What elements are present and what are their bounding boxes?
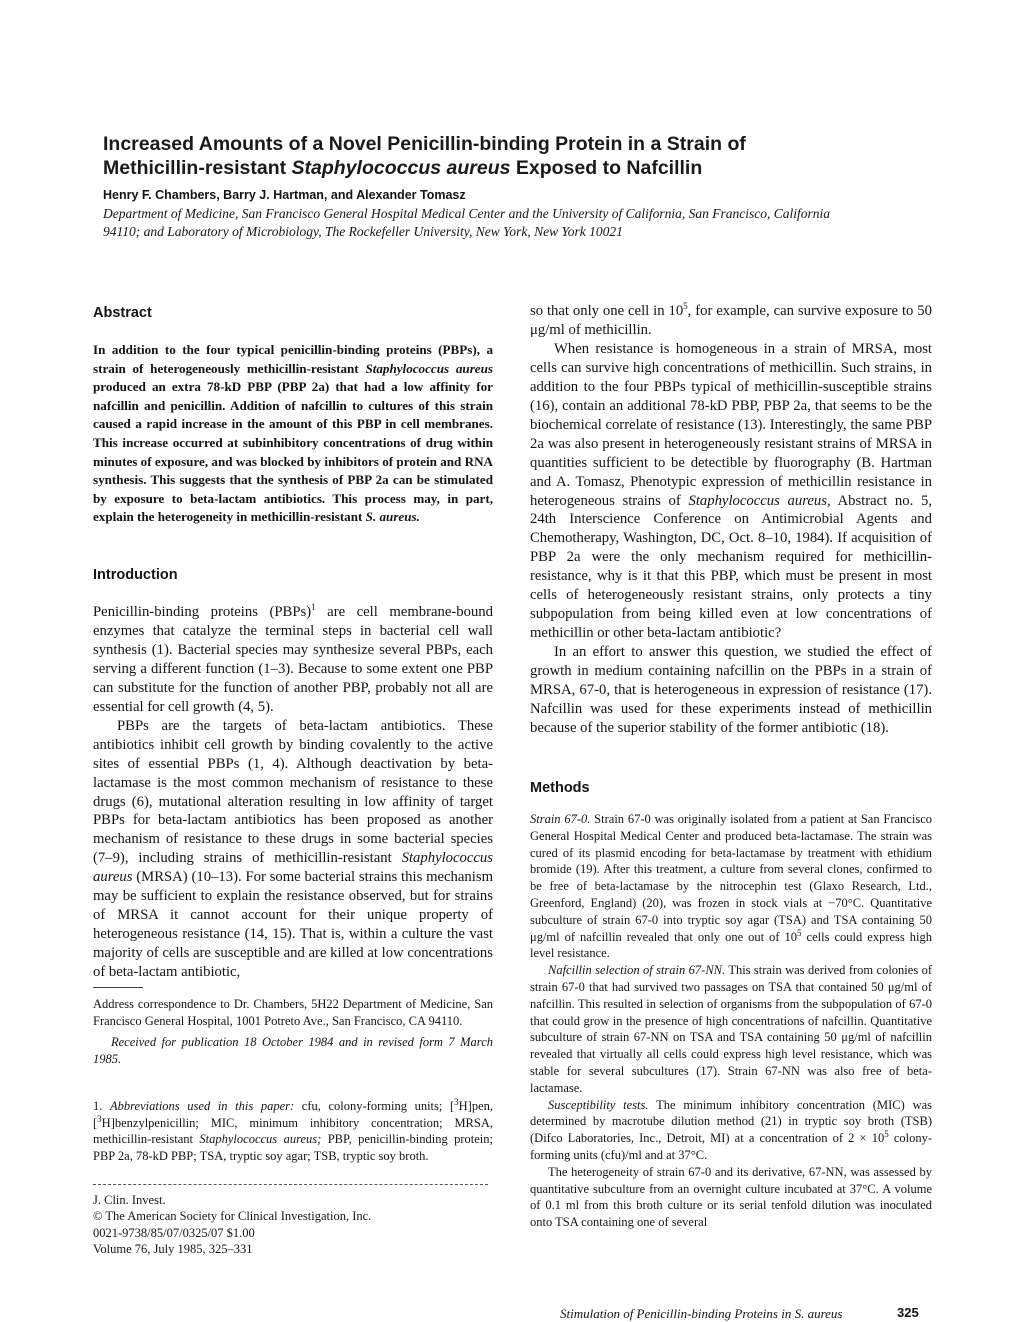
affiliation-line-2: 94110; and Laboratory of Microbiology, The Rockefeller University, New York, New York 10021 (103, 224, 623, 239)
rc-p0-b: , for example, can survive exposure to 50 μg/ml of methicillin. (530, 303, 932, 338)
methods-s2-a: This strain was derived from colonies of strain 67-0 that had survived two passages on TSA that contained 50 μg/ml of nafcillin. This resulted in selection of organisms from the subpopulation of 67-0 that could grow in the presence of high concentrations of nafcillin. Quantitative subculture of strain 67-NN on TSA and TSA containing 50 μg/ml of nafcillin revealed that virtually all cells could express high level resistance, which was stable for several subcultures (17). Strain 67-NN was also free of beta-lactamase. (530, 963, 932, 1095)
affiliation (103, 205, 933, 241)
intro-paragraph-1 (93, 603, 493, 717)
copyright: © The American Society for Clinical Investigation, Inc. (93, 1209, 372, 1224)
footnote-organism: Staphylococcus aureus; (199, 1132, 322, 1147)
rc-p0-a: so that only one cell in 10 (530, 303, 684, 319)
journal-name: J. Clin. Invest. (93, 1193, 166, 1207)
methods-s3-label: Susceptibility tests. (548, 1097, 649, 1112)
abstract-heading: Abstract (93, 305, 152, 321)
methods-heterogeneity: The heterogeneity of strain 67-0 and its derivative, 67-NN, was assessed by quantitative subculture from an overnight culture incubated at 37°C. A volume of 0.1 ml from this broth culture or its serial tenfold dilution was inoculated onto TSA containing one of several (530, 1164, 932, 1230)
abstract-organism-short: S. aureus. (365, 509, 420, 525)
methods-body (530, 811, 932, 1231)
article-title (103, 132, 923, 180)
intro-p2-b: (MRSA) (10–13). For some bacterial strains this mechanism may be sufficient to explain the resistance observed, but for strains of MRSA it cannot account for their unique property of heterogeneous resistance (14, 15). That is, within a culture the vast majority of cells are susceptible and are killed at low concentrations of beta-lactam antibiotic, (93, 869, 493, 981)
intro-p1-b: are cell membrane-bound enzymes that catalyze the terminal steps in bacterial cell wall synthesis (1). Bacterial species may synthesize several PBPs, each serving a different function (1–3). Because to some extent one PBP can substitute for the function of another PBP, probably not all are essential for cell growth (4, 5). (93, 604, 493, 715)
footnote-label: Abbreviations used in this paper: (110, 1099, 295, 1113)
received-dates (93, 1034, 493, 1067)
introduction-heading: Introduction (93, 567, 178, 583)
rc-p0-sup: 5 (683, 301, 688, 312)
received-dates-text: Received for publication 18 October 1984 and in revised form 7 March 1985. (93, 1035, 493, 1067)
footnote-text-a: cfu, colony-forming units; [ (294, 1099, 455, 1113)
abstract-text (93, 341, 493, 527)
authors: Henry F. Chambers, Barry J. Hartman, and Alexander Tomasz (103, 188, 466, 202)
intro-paragraph-3 (530, 340, 932, 643)
journal-rule (93, 1184, 488, 1185)
intro-p2-a: PBPs are the targets of beta-lactam antibiotics. These antibiotics inhibit cell growth by binding covalently to the active sites of essential PBPs (1, 4). Although deactivation by beta-lactamase is the most common mechanism of resistance to these drugs (6), mutational alteration resulting in low affinity of target PBPs for beta-lactam antibiotics has been proposed as another mechanism of resistance to these drugs in some bacterial species (7–9), including strains of methicillin-resistant (93, 717, 493, 867)
rc-p1-a: When resistance is homogeneous in a strain of MRSA, most cells can survive high concentrations of methicillin. Such strains, in addition to the four PBPs typical of methicillin-susceptible strains (16), contain an additional 78-kD PBP, PBP 2a, that seems to be the biochemical correlate of resistance (13). Interestingly, the same PBP 2a was also present in heterogeneously resistant strains of MRSA in quantities sufficient to be detectible by fluorography (B. Hartman and A. Tomasz, Phenotypic expression of methicillin resistance in heterogeneous strains of (530, 340, 932, 509)
abstract-text-b: produced an extra 78-kD PBP (PBP 2a) that had a low affinity for nafcillin and penicillin. Addition of nafcillin to cultures of this strain caused a rapid increase in the amount of this PBP in cell membranes. This increase occurred at subinhibitory concentrations of drug within minutes of exposure, and was blocked by inhibitors of protein and RNA synthesis. This suggests that the synthesis of PBP 2a can be stimulated by exposure to beta-lactam antibiotics. This process may, in part, explain the heterogeneity in methicillin-resistant (93, 379, 493, 525)
methods-s3-sup: 5 (884, 1128, 889, 1139)
intro-paragraph-2 (93, 717, 493, 982)
affiliation-line-1: Department of Medicine, San Francisco General Hospital Medical Center and the University of California, San Francisco, California (103, 206, 831, 221)
methods-strain-67-nn (530, 962, 932, 1096)
methods-susceptibility (530, 1097, 932, 1164)
journal-info (93, 1192, 371, 1258)
methods-s2-label: Nafcillin selection of strain 67-NN. (548, 963, 726, 978)
intro-organism: Staphylococcus aureus (93, 850, 493, 886)
abbreviations-footnote (93, 1098, 493, 1165)
title-line-1: Increased Amounts of a Novel Penicillin-binding Protein in a Strain of (103, 133, 746, 155)
abstract-text-a: In addition to the four typical penicillin-binding proteins (PBPs), a strain of heterogeneously methicillin-resistant (93, 342, 493, 376)
rc-p1-b: Abstract no. 5, 24th Interscience Conference on Antimicrobial Agents and Chemotherapy, Washington, DC, Oct. 8–10, 1984). If acquisition of PBP 2a were the only mechanism required for methicillin-resistance, why is it that this PBP, which must be present in most cells of heterogeneously resistant strains, only protects a tiny subpopulation from being killed even at low concentrations of methicillin or other beta-lactam antibiotic? (530, 492, 932, 642)
correspondence-address: Address correspondence to Dr. Chambers, 5H22 Department of Medicine, San Francisco General Hospital, 1001 Potreto Ave., San Francisco, CA 94110. (93, 997, 493, 1028)
methods-s1-b: cells could express high level resistance. (530, 929, 932, 961)
footnote-sup-2: 3 (97, 1113, 102, 1124)
footnote-number: 1. (93, 1099, 110, 1113)
footnote-sup-1: 3 (454, 1096, 459, 1107)
page-number: 325 (897, 1305, 919, 1320)
intro-p1-a: Penicillin-binding proteins (PBPs) (93, 604, 312, 620)
footnote-marker: 1 (311, 602, 316, 613)
title-line-2 (103, 156, 923, 180)
methods-strain-67-0 (530, 811, 932, 962)
methods-s1-sup: 5 (797, 927, 802, 938)
right-column-intro (530, 302, 932, 738)
methods-heading: Methods (530, 780, 590, 796)
title-line-2-post: Exposed to Nafcillin (510, 157, 703, 179)
volume-issue: Volume 76, July 1985, 325–331 (93, 1242, 253, 1257)
methods-s1-a: Strain 67-0 was originally isolated from a patient at San Francisco General Hospital Medical Center and produced beta-lactamase. The strain was cured of its plasmid encoding for beta-lactamase by treatment with ethidium bromide (19). After this treatment, a culture from several clones, confirmed to be free of beta-lactamase by the nitrocephin test (Glaxo Research, Ltd., Greenford, England) (20), was frozen in stock vials at −70°C. Quantitative subculture of strain 67-0 into tryptic soy agar (TSA) and TSA containing 50 μg/ml of nafcillin revealed that only one out of 10 (530, 812, 932, 944)
intro-paragraph-4: In an effort to answer this question, we studied the effect of growth in medium containing nafcillin on the PBPs in a strain of MRSA, 67-0, that is heterogeneous in expression of resistance (17). Nafcillin was used for these experiments instead of methicillin because of the superior stability of the former antibiotic (18). (530, 644, 932, 736)
methods-s1-label: Strain 67-0. (530, 812, 591, 826)
abbreviations-text (93, 1098, 493, 1165)
methods-s3-b: colony-forming units (cfu)/ml and at 37°C. (530, 1131, 933, 1162)
issn-price: 0021-9738/85/07/0325/07 $1.00 (93, 1225, 255, 1240)
title-line-2-pre: Methicillin-resistant (103, 157, 292, 179)
footnote-text-b: H]pen, [ (93, 1099, 494, 1130)
footnote-text-c: H]benzylpenicillin; MIC, minimum inhibitory concentration; MRSA, methicillin-resistant (93, 1115, 493, 1147)
running-head: Stimulation of Penicillin-binding Proteins in S. aureus (560, 1306, 843, 1321)
footnote-rule (93, 987, 143, 988)
abstract-organism: Staphylococcus aureus (365, 360, 493, 376)
methods-s3-a: The minimum inhibitory concentration (MIC) was determined by macrotube dilution method (21) in tryptic soy broth (TSB) (Difco Laboratories, Inc., Detroit, MI) at a concentration of 2 × 10 (530, 1097, 933, 1146)
intro-continuation (530, 302, 932, 340)
rc-p1-organism: Staphylococcus aureus, (688, 492, 831, 509)
correspondence-block (93, 996, 493, 1068)
title-organism: Staphylococcus aureus (291, 157, 511, 179)
footnote-text-d: PBP, penicillin-binding protein; PBP 2a, 78-kD PBP; TSA, tryptic soy agar; TSB, tryptic soy broth. (93, 1132, 493, 1164)
introduction-body (93, 603, 493, 982)
